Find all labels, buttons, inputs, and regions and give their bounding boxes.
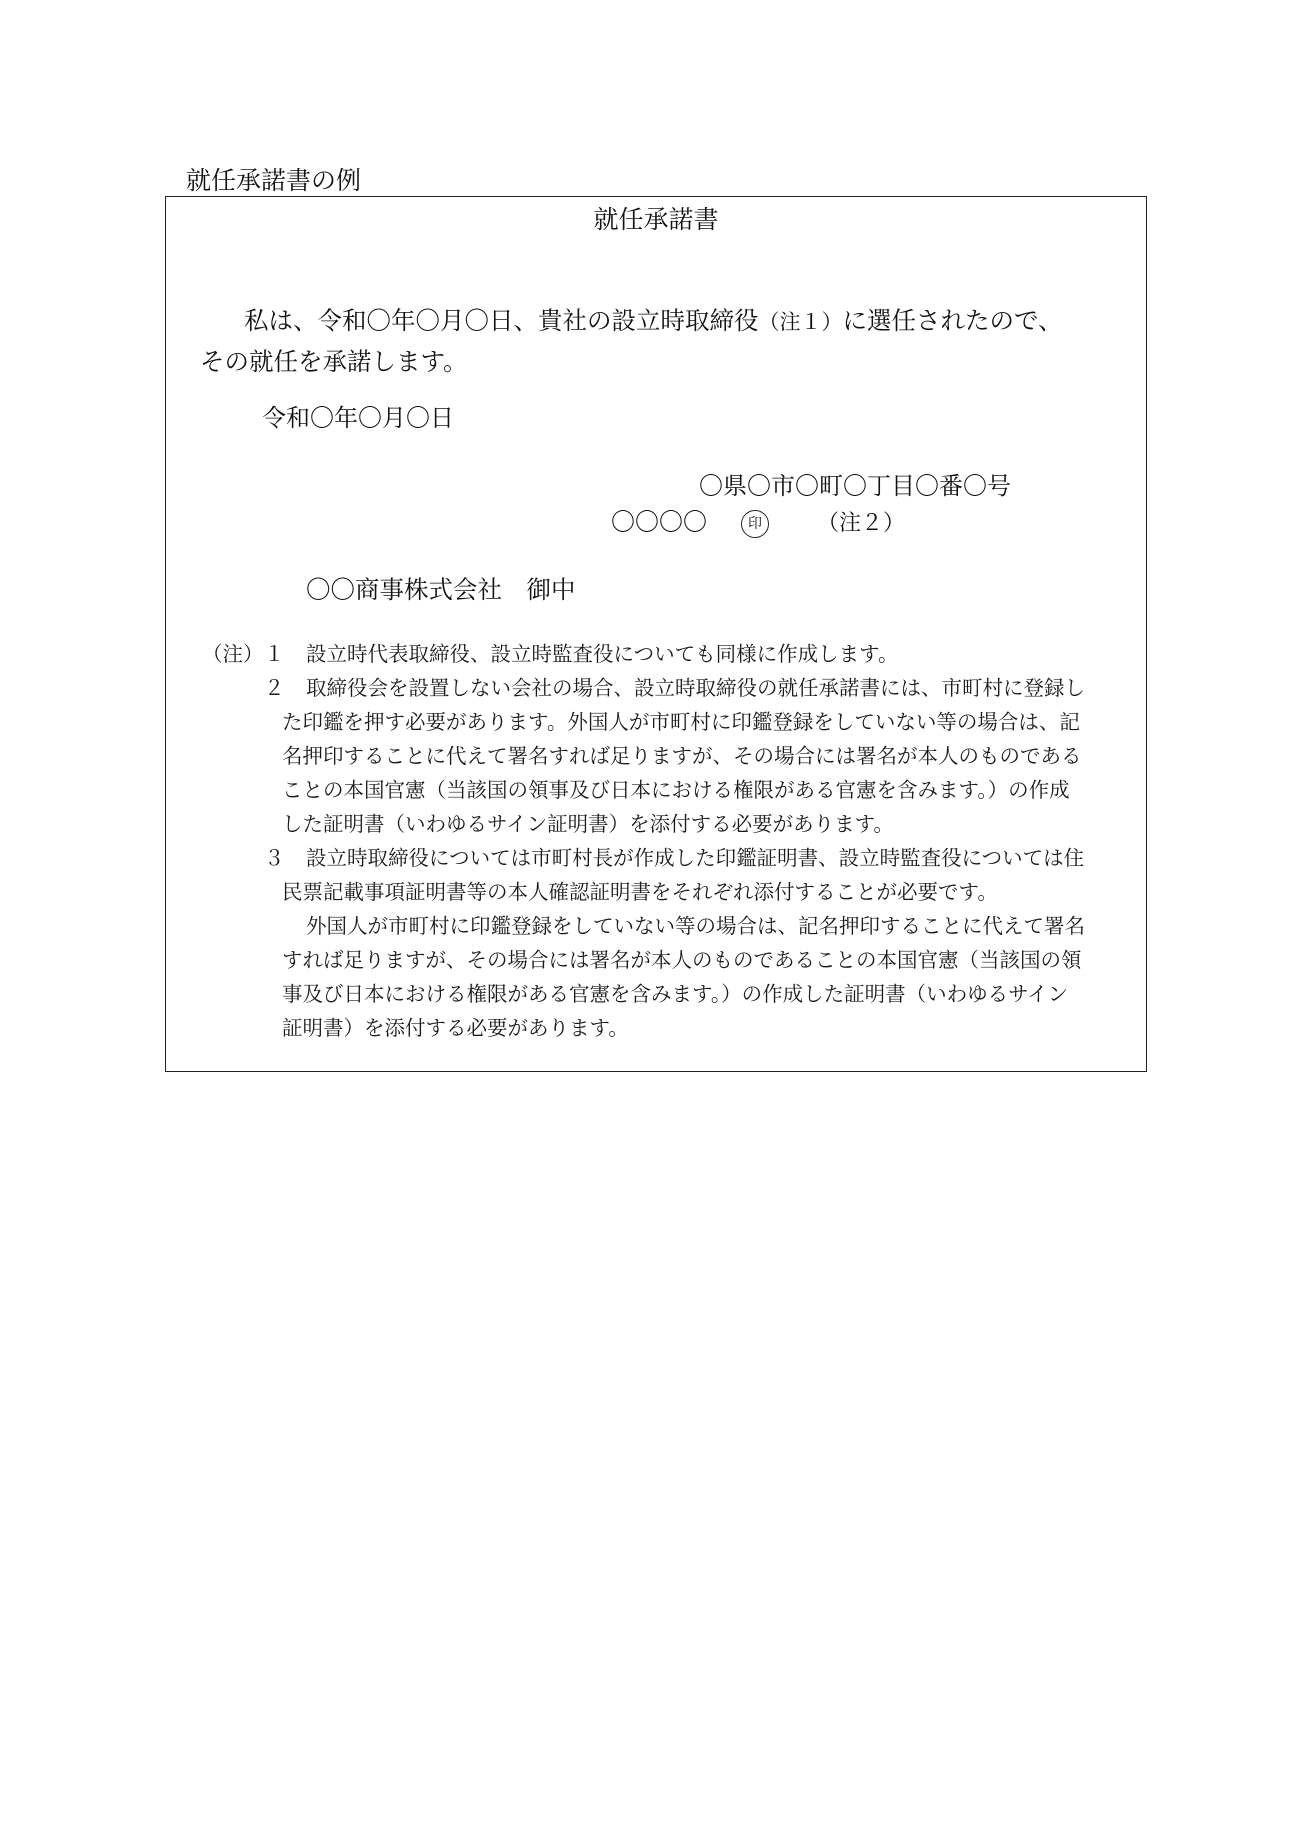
note-2 [202,671,1122,841]
statement-text: 私は、令和〇年〇月〇日、貴社の設立時取締役 [244,306,759,335]
notes-prefix: （注） [202,642,264,666]
note-2-reference: （注２） [817,511,906,536]
note-line: た印鑑を押す必要があります。外国人が市町村に印鑑登録をしていない等の場合は、記 [282,710,1080,734]
note-3 [202,841,1122,1045]
page-heading: 就任承諾書の例 [186,166,362,195]
note-line: ことの本国官憲（当該国の領事及び日本における権限がある官憲を含みます。）の作成 [282,778,1070,802]
note-line: 証明書）を添付する必要があります。 [282,1016,629,1040]
note-line: 事及び日本における権限がある官憲を含みます。）の作成した証明書（いわゆるサイン [282,982,1069,1006]
note-line: した証明書（いわゆるサイン証明書）を添付する必要があります。 [282,812,894,836]
consent-statement [200,301,1120,382]
note-line: すれば足りますが、その場合には署名が本人のものであることの本国官憲（当該国の領 [282,948,1082,972]
statement-text-continued: に選任されたので、 [842,306,1063,335]
note-line: 取締役会を設置しない会社の場合、設立時取締役の就任承諾書には、市町村に登録し [306,676,1085,700]
note-line: 設立時取締役については市町村長が作成した印鑑証明書、設立時監査役については住 [306,846,1085,870]
note-line: 民票記載事項証明書等の本人確認証明書をそれぞれ添付することが必要です。 [282,880,998,904]
note-line: 設立時代表取締役、設立時監査役についても同様に作成します。 [306,642,899,666]
seal-stamp-icon: 印 [741,510,769,538]
note-number: ３ [264,846,285,870]
note-line: 外国人が市町村に印鑑登録をしていない等の場合は、記名押印することに代えて署名 [306,914,1085,938]
addressee: 〇〇商事株式会社 御中 [306,575,576,604]
consent-document-frame [165,196,1147,1072]
notes-section [202,637,1122,1045]
document-date: 令和〇年〇月〇日 [262,404,454,432]
document-title: 就任承諾書 [593,205,719,234]
signer-block [611,505,905,541]
note-number: １ [264,642,285,666]
signer-address: 〇県〇市〇町〇丁目〇番〇号 [699,472,1011,500]
note-number: ２ [264,676,285,700]
consent-statement-line-2: その就任を承諾します。 [200,347,468,376]
note-1-reference: （注１） [758,310,843,334]
note-line: 名押印することに代えて署名すれば足りますが、その場合には署名が本人のものである [282,744,1082,768]
signer-name: 〇〇〇〇 [611,508,707,536]
consent-statement-line-1 [200,301,1120,342]
note-1 [202,637,1122,671]
